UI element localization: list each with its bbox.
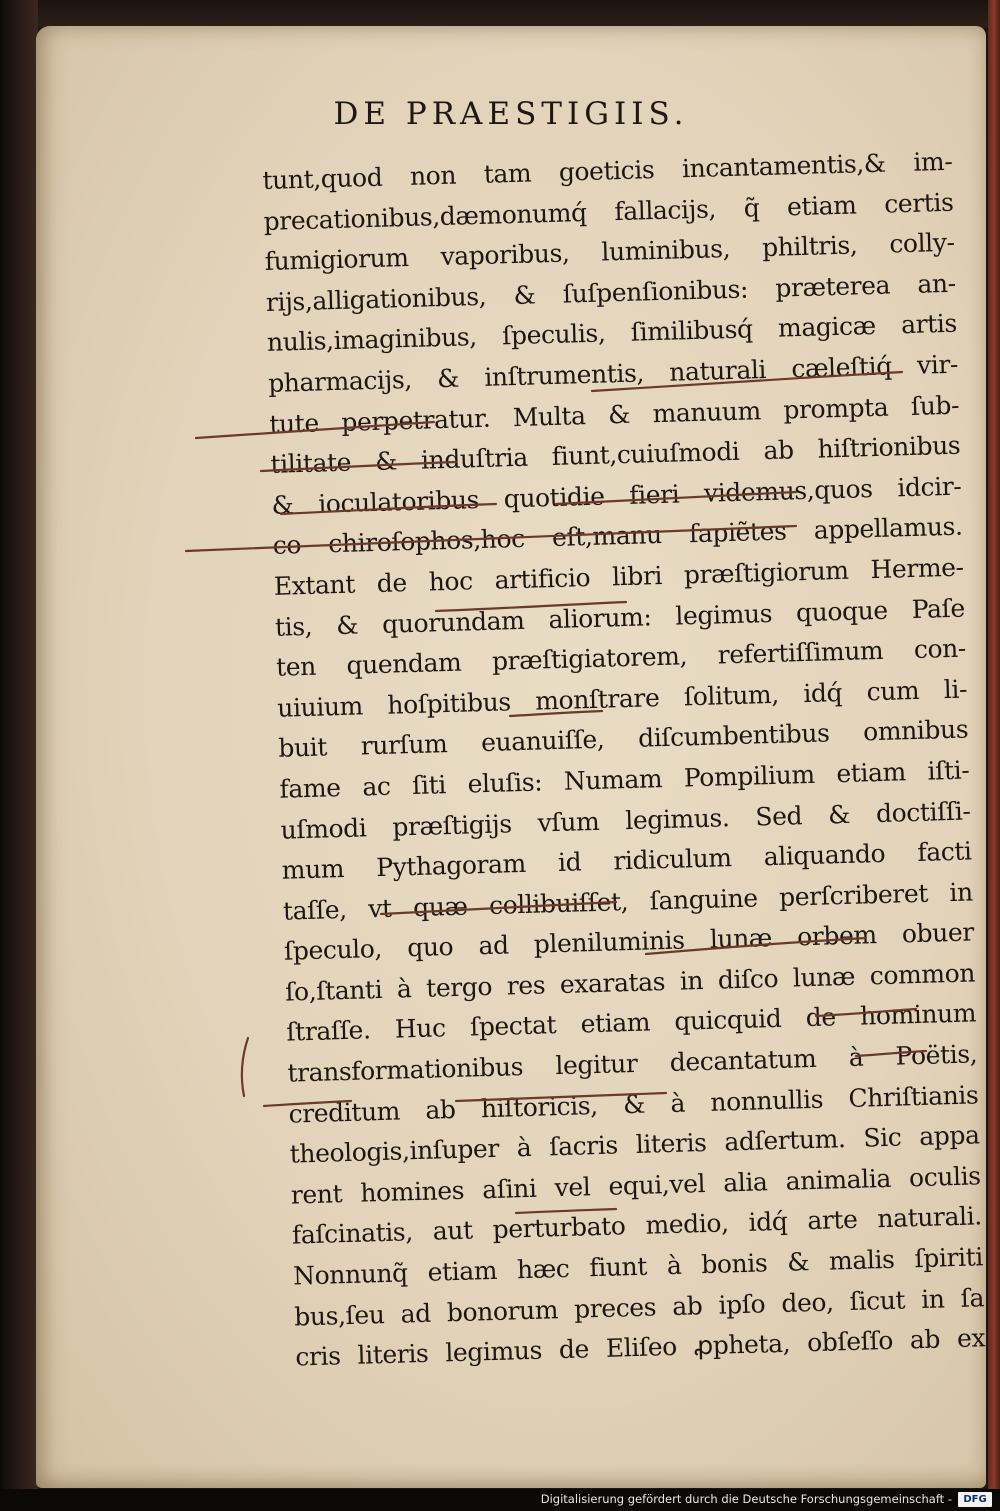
text-line: rent homines aſini vel equi,vel alia animalia oculis xyxy=(290,1161,982,1210)
text-line: ten quendam præſtigiatorem, refertiſſimum con- xyxy=(275,633,967,682)
text-line: tute perpetratur. Multa & manuum prompta ſub- xyxy=(268,390,960,439)
text-line: precationibus,dæmonumq́ fallacijs, q̃ etiam certis xyxy=(263,187,954,236)
text-line: taſſe, vt quæ collibuiſſet, ſanguine perſcriberet in xyxy=(282,877,974,926)
text-line: Nonnunq̃ etiam hæc fiunt à bonis & malis ſpiriti xyxy=(292,1242,984,1291)
text-line: ſpeculo, quo ad pleniluminis lunæ orbem obuer xyxy=(283,917,975,966)
text-line: bus,ſeu ad bonorum preces ab ipſo deo, ſicut in ſa xyxy=(293,1282,985,1332)
book-binding xyxy=(0,0,38,1490)
text-line: mum Pythagoram id ridiculum aliquando facti xyxy=(281,836,972,885)
text-line: uſmodi præſtigijs vſum legimus. Sed & doctiſſi- xyxy=(280,795,971,845)
text-line: rijs,alligationibus, & ſuſpenſionibus: præterea an- xyxy=(265,268,957,317)
text-line: tis, & quorundam aliorum: legimus quoque Paſe xyxy=(274,593,966,642)
text-line: faſcinatis, aut perturbato medio, idq́ arte naturali. xyxy=(291,1201,983,1251)
text-line: cris literis legimus de Eliſeo ꝓpheta, obſeſſo ab ex xyxy=(295,1323,986,1372)
text-line: fame ac ſiti eluſis: Numam Pompilium etiam iſti- xyxy=(279,755,970,804)
text-line: fumigiorum vaporibus, luminibus, philtris, colly- xyxy=(264,227,955,277)
scan-top-edge xyxy=(0,0,1000,28)
text-line: co chiroſophos,hoc eſt,manu ſapiẽtes appellamus. xyxy=(272,511,963,561)
text-line: tilitate & induſtria fiunt,cuiuſmodi ab hiſtrionibus xyxy=(270,430,961,480)
text-line: pharmacijs, & inſtrumentis, naturali cæleſtiq́ vir- xyxy=(267,349,959,398)
book-edge xyxy=(988,0,1000,1490)
text-line: ſo,ſtanti à tergo res exaratas in diſco lunæ common xyxy=(284,958,976,1007)
funding-credit: Digitalisierung gefördert durch die Deutsche Forschungsgemeinschaft - xyxy=(540,1492,952,1506)
text-line: uiuium hoſpitibus monſtrare ſolitum, idq́ cum li- xyxy=(276,674,968,723)
text-line: Extant de hoc artificio libri præſtigiorum Herme- xyxy=(273,552,965,601)
digitization-footer xyxy=(0,1489,1000,1511)
dfg-logo: DFG xyxy=(958,1492,992,1507)
text-line: nulis,imaginibus, ſpeculis, ſimilibusq́ magicæ artis xyxy=(266,309,958,358)
running-header: DE PRAESTIGIIS. xyxy=(333,96,689,132)
text-line: tunt,quod non tam goeticis incantamentis,& im- xyxy=(262,146,953,195)
text-line: theologis,inſuper à ſacris literis adſertum. Sic appa xyxy=(289,1120,980,1169)
book-page xyxy=(36,26,986,1488)
text-line: ſtraſſe. Huc ſpectat etiam quicquid de hominum xyxy=(285,998,977,1048)
text-line: transformationibus legitur decantatum à Poëtis, xyxy=(287,1039,978,1088)
text-line: buit rurſum euanuiſſe, diſcumbentibus omnibus xyxy=(278,714,969,764)
text-line: creditum ab hiſtoricis, & à nonnullis Chriſtianis xyxy=(288,1080,979,1129)
margin-mark xyxy=(242,1038,248,1096)
text-line: & ioculatoribus quotidie fieri videmus,quos idcir- xyxy=(271,471,962,520)
page-text-block xyxy=(262,142,986,1379)
